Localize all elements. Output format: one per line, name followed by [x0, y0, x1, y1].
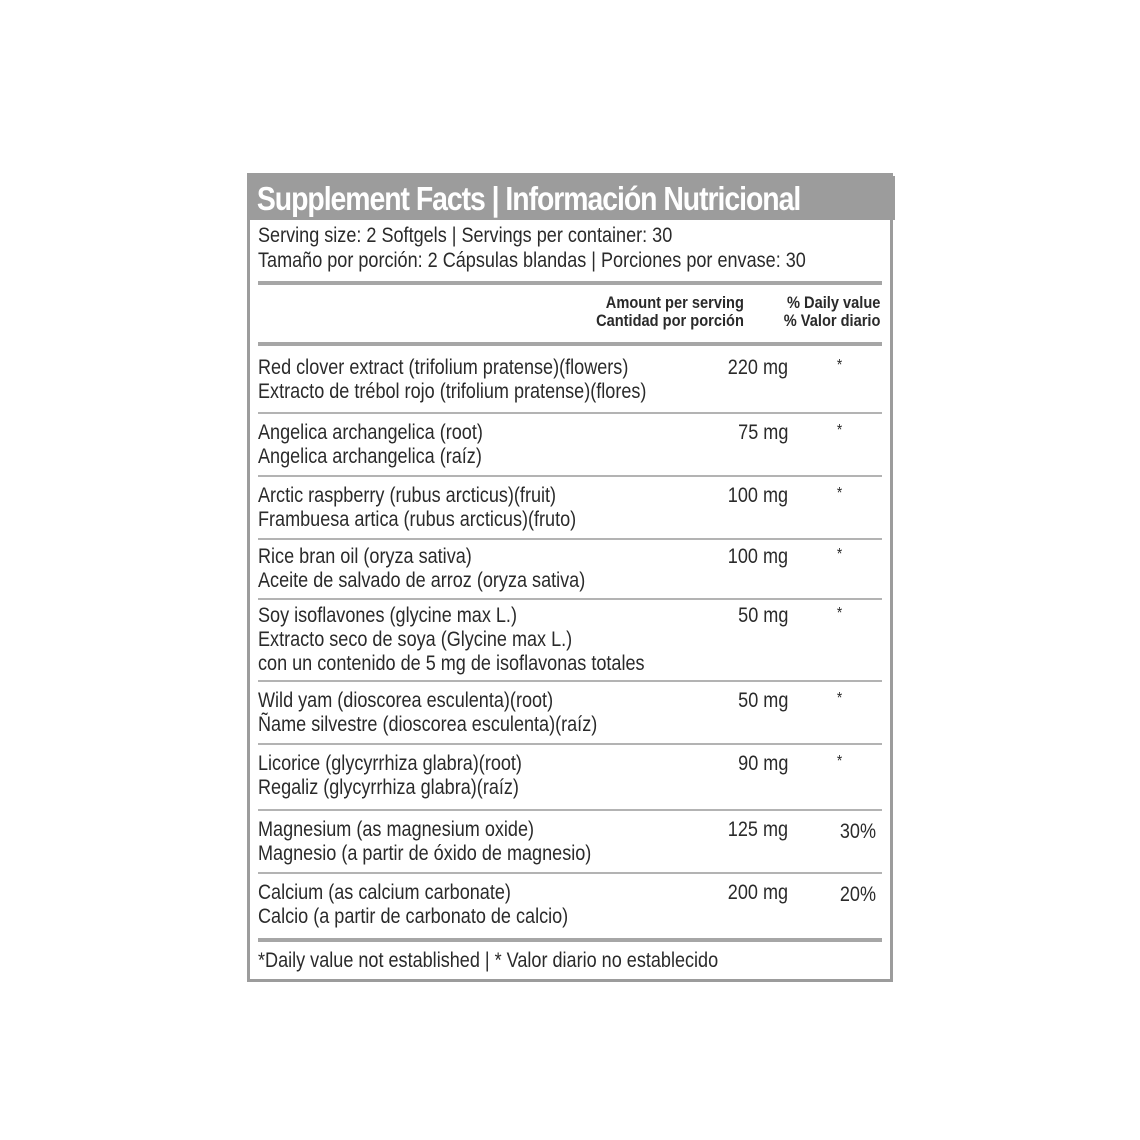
ingredient-name-en: Wild yam (dioscorea esculenta)(root): [258, 689, 554, 712]
ingredient-row: [250, 346, 890, 412]
ingredient-dv: *: [836, 605, 842, 622]
ingredient-row: [250, 682, 890, 743]
amount-header-en: Amount per serving: [605, 293, 744, 312]
dv-header-es: % Valor diario: [783, 311, 880, 330]
ingredient-amount: 100 mg: [727, 484, 788, 507]
ingredient-row: [250, 414, 890, 475]
ingredient-name-es-detail: con un contenido de 5 mg de isoflavonas totales: [258, 652, 645, 675]
ingredient-amount: 50 mg: [737, 604, 788, 627]
footnote: [250, 942, 890, 979]
serving-info: [250, 220, 890, 273]
ingredient-name-es: Magnesio (a partir de óxido de magnesio): [258, 842, 592, 865]
footnote-text: *Daily value not established | * Valor diario no establecido: [258, 949, 719, 972]
ingredient-amount: 100 mg: [727, 545, 788, 568]
ingredient-name-es: Frambuesa artica (rubus arcticus)(fruto): [258, 508, 577, 531]
ingredient-name-es: Extracto de trébol rojo (trifolium pratense)(flores): [258, 380, 647, 403]
ingredient-name-en: Arctic raspberry (rubus arcticus)(fruit): [258, 484, 557, 507]
dv-header: [783, 294, 880, 330]
ingredient-name-en: Calcium (as calcium carbonate): [258, 881, 511, 904]
ingredient-name-en: Rice bran oil (oryza sativa): [258, 545, 472, 568]
ingredient-amount: 50 mg: [737, 689, 788, 712]
ingredient-name-en: Magnesium (as magnesium oxide): [258, 818, 535, 841]
ingredient-amount: 90 mg: [737, 752, 788, 775]
ingredient-amount: 125 mg: [727, 818, 788, 841]
dv-header-en: % Daily value: [786, 293, 880, 312]
ingredient-dv: *: [836, 422, 842, 439]
ingredient-dv: *: [836, 357, 842, 374]
ingredient-row: [250, 600, 890, 680]
ingredient-amount: 200 mg: [727, 881, 788, 904]
ingredient-name-en: Soy isoflavones (glycine max L.): [258, 604, 517, 627]
panel-title: Supplement Facts | Información Nutricional: [250, 176, 895, 220]
ingredient-name-es: Extracto seco de soya (Glycine max L.): [258, 628, 573, 651]
ingredient-name-es: Aceite de salvado de arroz (oryza sativa): [258, 569, 586, 592]
column-headers: [250, 285, 890, 342]
ingredient-dv: 20%: [839, 883, 876, 906]
ingredient-name-es: Angelica archangelica (raíz): [258, 445, 482, 468]
ingredient-row: [250, 477, 890, 538]
ingredient-dv: *: [836, 485, 842, 502]
serving-line-en: Serving size: 2 Softgels | Servings per container: 30: [258, 224, 673, 247]
ingredient-dv: *: [836, 690, 842, 707]
serving-line-es: Tamaño por porción: 2 Cápsulas blandas | Porciones por envase: 30: [258, 249, 806, 272]
ingredient-name-en: Red clover extract (trifolium pratense)(flowers): [258, 356, 629, 379]
amount-header-es: Cantidad por porción: [596, 311, 744, 330]
ingredient-amount: 75 mg: [737, 421, 788, 444]
ingredient-row: [250, 811, 890, 872]
ingredient-dv: 30%: [839, 820, 876, 843]
ingredient-row: [250, 874, 890, 938]
ingredient-name-en: Angelica archangelica (root): [258, 421, 483, 444]
ingredient-dv: *: [836, 753, 842, 770]
ingredient-name-en: Licorice (glycyrrhiza glabra)(root): [258, 752, 522, 775]
ingredient-name-es: Ñame silvestre (dioscorea esculenta)(raíz): [258, 713, 598, 736]
ingredient-name-es: Calcio (a partir de carbonato de calcio): [258, 905, 569, 928]
ingredient-amount: 220 mg: [727, 356, 788, 379]
supplement-facts-panel: [247, 173, 893, 982]
ingredient-dv: *: [836, 546, 842, 563]
amount-header: [596, 294, 744, 330]
ingredient-name-es: Regaliz (glycyrrhiza glabra)(raíz): [258, 776, 519, 799]
ingredient-row: [250, 745, 890, 809]
ingredient-row: [250, 540, 890, 598]
